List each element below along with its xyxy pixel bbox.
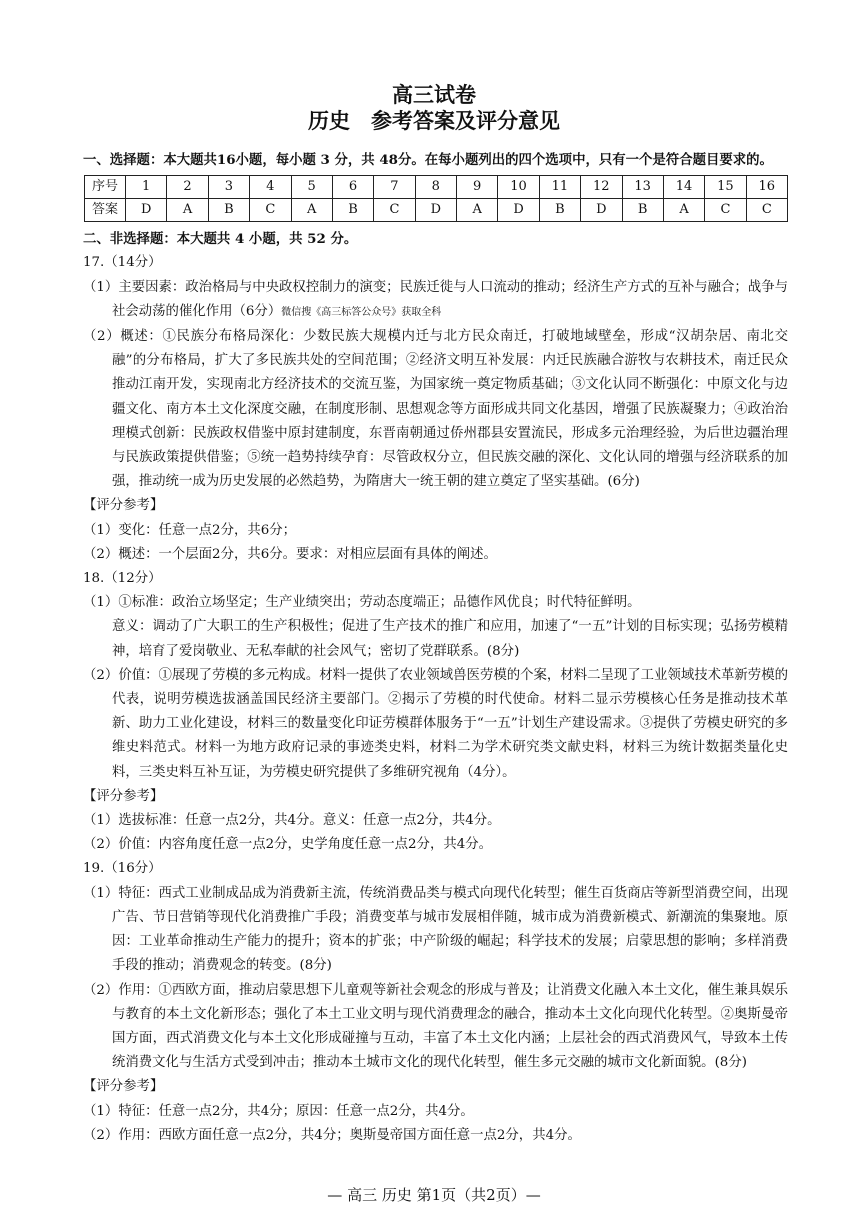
q18-part1-significance: 意义：调动了广大职工的生产积极性；促进了生产技术的推广和应用，加速了“一五”计划的目标实现；弘扬劳模精神，培育了爱岗敬业、无私奉献的社会风气；密切了党群联系。(8分) (112, 619, 788, 659)
q19-scoring-1 (83, 1100, 788, 1124)
part-number: （1） (83, 279, 119, 295)
table-cell-answer: B (622, 199, 663, 222)
q17-scoring-heading: 【评分参考】 (83, 498, 164, 514)
page-subtitle: 历史 参考答案及评分意见 (308, 108, 560, 133)
table-cell-number: 2 (167, 176, 208, 199)
q18-title: 18.（12分） (83, 571, 162, 587)
q19-scoring-2 (83, 1124, 788, 1148)
section2-heading: 二、非选择题：本大题共 4 小题，共 52 分。 (83, 231, 358, 248)
part-number: （2） (83, 546, 119, 562)
q18-scoring-heading: 【评分参考】 (83, 788, 164, 804)
table-cell-number: 10 (498, 176, 539, 199)
q18-part2-text: 价值：①展现了劳模的多元构成。材料一提供了农业领域兽医劳模的个案，材料二呈现了工业领域技术革新劳模的代表，说明劳模选拔涵盖国民经济主要部门。②揭示了劳模的时代使命。材料二显示劳模核心任务是推动技术革新、助力工业化建设，材料三的数量变化印证劳模群体服务于“一五”计划生产建设需求。③提供了劳模史研究的多维史料范式。材料一为地方政府记录的事迹类史料，材料二为学术研究类文献史料，材料三为统计数据类量化史料，三类史料互补互证，为劳模史研究提供了多维研究视角（4分）。 (112, 667, 788, 780)
part-number: （2） (83, 837, 119, 853)
q17-scoring-1 (83, 519, 788, 543)
part-number: （2） (83, 982, 119, 998)
table-cell-answer: C (705, 199, 746, 222)
row-label-number: 序号 (85, 176, 126, 199)
table-cell-number: 16 (746, 176, 787, 199)
scoring-text: 作用：西欧方面任意一点2分，共4分；奥斯曼帝国方面任意一点2分，共4分。 (118, 1127, 581, 1143)
part-number: （2） (83, 329, 121, 345)
table-cell-number: 13 (622, 176, 663, 199)
q17-part2 (83, 325, 788, 494)
q17-title: 17.（14分） (83, 255, 162, 271)
q18-part1 (83, 591, 788, 615)
part-number: （2） (83, 1127, 119, 1143)
table-cell-answer: B (539, 199, 580, 222)
answer-table-number-row (85, 176, 788, 199)
table-cell-number: 12 (581, 176, 622, 199)
q19-title: 19.（16分） (83, 861, 162, 877)
q17-part2-text: 概述：①民族分布格局深化：少数民族大规模内迁与北方民众南迁，打破地域壁垒，形成“汉胡杂居、南北交融”的分布格局，扩大了多民族共处的空间范围；②经济文明互补发展：内迁民族融合游牧与农耕技术，南迁民众推动江南开发，实现南北方经济技术的交流互鉴，为国家统一奠定物质基础；③文化认同不断强化：中原文化与边疆文化、南方本土文化深度交融，在制度形制、思想观念等方面形成共同文化基因，增强了民族凝聚力；④政治治理模式创新：民族政权借鉴中原封建制度，东晋南朝通过侨州郡县安置流民，形成多元治理经验，为后世边疆治理与民族政策提供借鉴；⑤统一趋势持续孕育：尽管政权分立，但民族交融的深化、文化认同的增强与经济联系的加强，推动统一成为历史发展的必然趋势，为隋唐大一统王朝的建立奠定了坚实基础。(6分) (112, 329, 788, 490)
answer-table (84, 175, 788, 222)
table-cell-number: 11 (539, 176, 580, 199)
q18-part2 (83, 664, 788, 785)
table-cell-answer: C (746, 199, 787, 222)
page-title: 高三试卷 (392, 82, 476, 107)
table-cell-number: 9 (457, 176, 498, 199)
table-cell-answer: C (250, 199, 291, 222)
part-number: （2） (83, 667, 119, 683)
answer-table-answer-row (85, 199, 788, 222)
part-number: （1） (83, 813, 119, 829)
table-cell-answer: D (498, 199, 539, 222)
table-cell-number: 3 (208, 176, 249, 199)
section1-heading: 一、选择题：本大题共16小题，每小题 3 分，共 48分。在每小题列出的四个选项中，只有一个是符合题目要求的。 (83, 152, 773, 168)
row-label-answer: 答案 (85, 199, 126, 222)
table-cell-answer: A (167, 199, 208, 222)
q17-part1-text: 主要因素：政治格局与中央政权控制力的演变；民族迁徙与人口流动的推动；经济生产方式的互补与融合；战争与社会动荡的催化作用（6分） (112, 279, 788, 319)
scoring-text: 变化：任意一点2分，共6分； (118, 522, 297, 538)
part-number: （1） (83, 522, 119, 538)
page-footer: — 高三 历史 第1页（共2页）— (327, 1186, 541, 1204)
table-cell-answer: B (208, 199, 249, 222)
table-cell-number: 6 (332, 176, 373, 199)
scoring-text: 选拔标准：任意一点2分，共4分。意义：任意一点2分，共4分。 (118, 813, 501, 829)
q19-part1-text: 特征：西式工业制成品成为消费新主流，传统消费品类与模式向现代化转型；催生百货商店等新型消费空间，出现广告、节日营销等现代化消费推广手段；消费变革与城市发展相伴随，城市成为消费新模式、新潮流的集聚地。原因：工业革命推动生产能力的提升；资本的扩张；中产阶级的崛起；科学技术的发展；启蒙思想的影响；多样消费手段的推动；消费观念的转变。(8分) (112, 885, 788, 974)
table-cell-answer: A (663, 199, 704, 222)
q18-part1-text: ①标准：政治立场坚定；生产业绩突出；劳动态度端正；品德作风优良；时代特征鲜明。 (118, 595, 641, 611)
q19-part2-text: 作用：①西欧方面，推动启蒙思想下儿童观等新社会观念的形成与普及；让消费文化融入本土文化，催生兼具娱乐与教育的本土文化新形态；强化了本土工业文明与现代消费理念的融合，推动本土文化向现代化转型。②奥斯曼帝国方面，西式消费文化与本土文化形成碰撞与互动，丰富了本土文化内涵；上层社会的西式消费风气，导致本土传统消费文化与生活方式受到冲击；推动本土城市文化的现代化转型，催生多元交融的城市文化新面貌。(8分) (112, 982, 788, 1071)
table-cell-answer: C (374, 199, 415, 222)
q18-scoring-2 (83, 833, 788, 857)
q18-scoring-1 (83, 809, 788, 833)
table-cell-number: 1 (126, 176, 167, 199)
table-cell-answer: D (126, 199, 167, 222)
scoring-text: 特征：任意一点2分，共4分；原因：任意一点2分，共4分。 (118, 1103, 474, 1119)
table-cell-number: 4 (250, 176, 291, 199)
table-cell-answer: D (415, 199, 456, 222)
table-cell-answer: D (581, 199, 622, 222)
scoring-text: 概述：一个层面2分，共6分。要求：对相应层面有具体的阐述。 (118, 546, 497, 562)
part-number: （1） (83, 595, 119, 611)
table-cell-number: 8 (415, 176, 456, 199)
q17-scoring-2 (83, 543, 788, 567)
scoring-text: 价值：内容角度任意一点2分，史学角度任意一点2分，共4分。 (118, 837, 493, 853)
table-cell-number: 15 (705, 176, 746, 199)
table-cell-answer: B (332, 199, 373, 222)
q19-part1 (83, 882, 788, 979)
q17-part1 (83, 276, 788, 325)
main-content (83, 148, 788, 1148)
table-cell-number: 7 (374, 176, 415, 199)
part-number: （1） (83, 1103, 119, 1119)
table-cell-number: 5 (291, 176, 332, 199)
table-cell-answer: A (291, 199, 332, 222)
table-cell-number: 14 (663, 176, 704, 199)
q19-scoring-heading: 【评分参考】 (83, 1079, 164, 1095)
watermark-text: 微信搜《高三标答公众号》获取全科 (281, 306, 442, 318)
part-number: （1） (83, 885, 119, 901)
q19-part2 (83, 979, 788, 1076)
table-cell-answer: A (457, 199, 498, 222)
